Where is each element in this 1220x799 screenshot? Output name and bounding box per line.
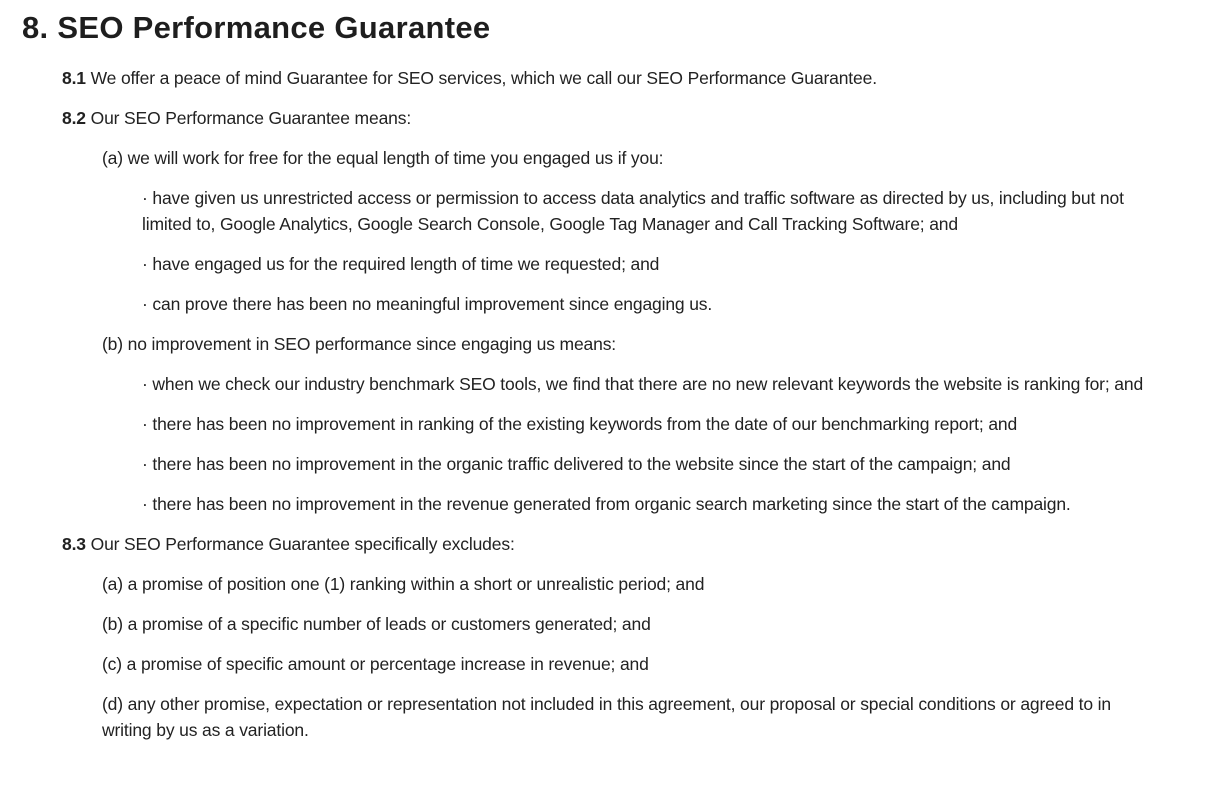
list-item: · can prove there has been no meaningful improvement since engaging us. [142, 294, 713, 314]
list-item: · have given us unrestricted access or permission to access data analytics and traffic software as directed by us, including but not limited to, Google Analytics, Google Search Console, Google Tag Manager and Call Tracking Software; and [142, 188, 1124, 234]
section-body [0, 65, 1175, 757]
section-heading: 8. SEO Performance Guarantee [22, 10, 491, 45]
clause-8-2 [0, 105, 1175, 131]
exclusion-item: (a) a promise of position one (1) ranking within a short or unrealistic period; and [102, 574, 705, 594]
clause-text: Our SEO Performance Guarantee means: [85, 108, 412, 128]
exclusion-item: (d) any other promise, expectation or representation not included in this agreement, our proposal or special conditions or agreed to in writing by us as a variation. [102, 694, 1111, 740]
clause-8-3 [0, 531, 1175, 557]
list-item: · when we check our industry benchmark SEO tools, we find that there are no new relevant keywords the website is ranking for; and [142, 374, 1144, 394]
exclusion-item: (b) a promise of a specific number of leads or customers generated; and [102, 614, 651, 634]
clause-number: 8.2 [62, 108, 86, 128]
list-item: · have engaged us for the required length of time we requested; and [142, 254, 660, 274]
clause-number: 8.3 [62, 534, 86, 554]
list-item: · there has been no improvement in the revenue generated from organic search marketing since the start of the campaign. [142, 494, 1071, 514]
exclusion-item: (c) a promise of specific amount or percentage increase in revenue; and [102, 654, 649, 674]
subclause-b: (b) no improvement in SEO performance since engaging us means: [102, 334, 617, 354]
subclause-a: (a) we will work for free for the equal length of time you engaged us if you: [102, 148, 664, 168]
clause-text: Our SEO Performance Guarantee specifically excludes: [85, 534, 515, 554]
clause-number: 8.1 [62, 68, 86, 88]
list-item: · there has been no improvement in the organic traffic delivered to the website since the start of the campaign; and [142, 454, 1011, 474]
clause-8-1 [0, 65, 1175, 91]
clause-text: We offer a peace of mind Guarantee for SEO services, which we call our SEO Performance Guarantee. [85, 68, 877, 88]
list-item: · there has been no improvement in ranking of the existing keywords from the date of our benchmarking report; and [142, 414, 1018, 434]
